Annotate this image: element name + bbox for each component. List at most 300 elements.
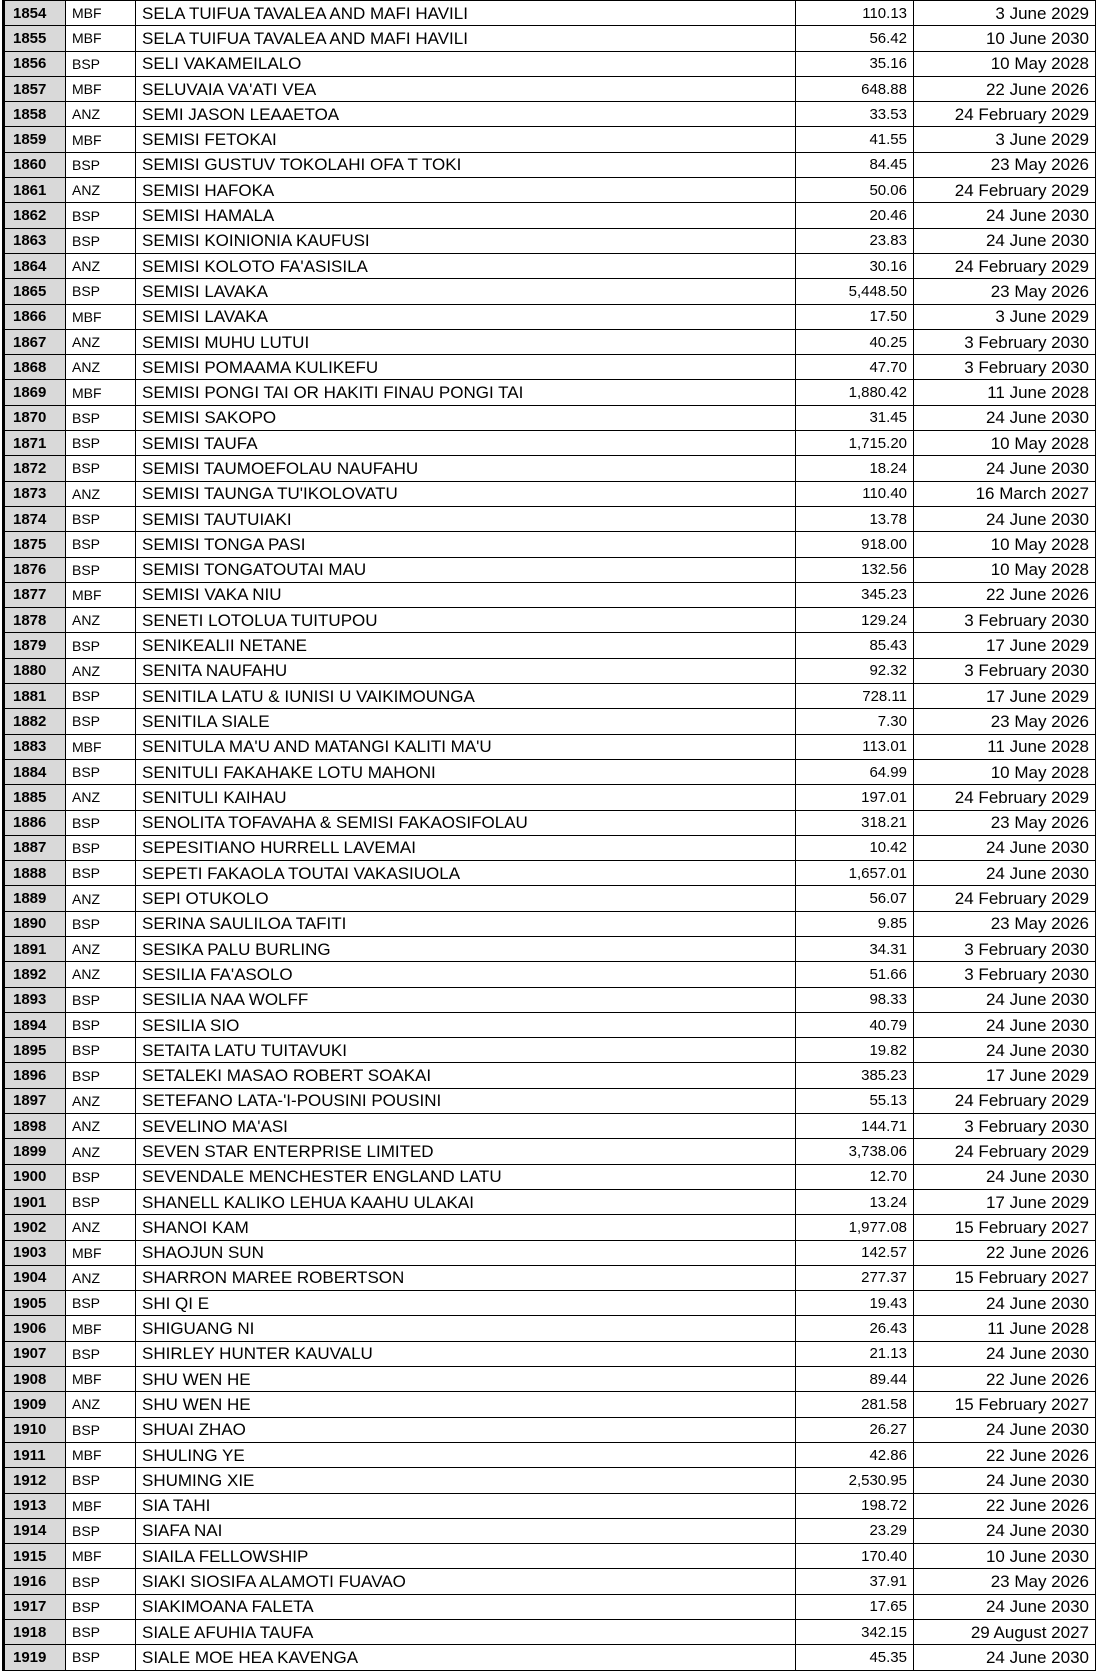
table-row: [4, 253, 1096, 278]
table-row: [4, 178, 1096, 203]
account-name-cell: SETEFANO LATA-'I-POUSINI POUSINI: [136, 1088, 796, 1113]
table-row: [4, 1468, 1096, 1493]
date-cell: 17 June 2029: [914, 1063, 1096, 1088]
amount-cell: 64.99: [796, 759, 914, 784]
bank-code-cell: MBF: [66, 304, 136, 329]
account-name-cell: SEVENDALE MENCHESTER ENGLAND LATU: [136, 1164, 796, 1189]
date-cell: 17 June 2029: [914, 1189, 1096, 1214]
bank-code-cell: MBF: [66, 1316, 136, 1341]
table-row: [4, 684, 1096, 709]
table-row: [4, 1493, 1096, 1518]
date-cell: 23 May 2026: [914, 152, 1096, 177]
row-number-cell: 1903: [4, 1240, 66, 1265]
bank-code-cell: MBF: [66, 127, 136, 152]
bank-code-cell: MBF: [66, 76, 136, 101]
row-number-cell: 1891: [4, 936, 66, 961]
date-cell: 15 February 2027: [914, 1392, 1096, 1417]
amount-cell: 132.56: [796, 557, 914, 582]
amount-cell: 42.86: [796, 1442, 914, 1467]
row-number-cell: 1873: [4, 481, 66, 506]
table-row: [4, 26, 1096, 51]
date-cell: 3 June 2029: [914, 304, 1096, 329]
table-row: [4, 1189, 1096, 1214]
date-cell: 11 June 2028: [914, 380, 1096, 405]
date-cell: 11 June 2028: [914, 734, 1096, 759]
row-number-cell: 1898: [4, 1114, 66, 1139]
account-name-cell: SEMISI HAMALA: [136, 203, 796, 228]
table-row: [4, 962, 1096, 987]
bank-code-cell: ANZ: [66, 785, 136, 810]
row-number-cell: 1867: [4, 329, 66, 354]
row-number-cell: 1911: [4, 1442, 66, 1467]
date-cell: 24 June 2030: [914, 835, 1096, 860]
account-name-cell: SENITULI KAIHAU: [136, 785, 796, 810]
account-name-cell: SEMISI GUSTUV TOKOLAHI OFA T TOKI: [136, 152, 796, 177]
account-name-cell: SIA TAHI: [136, 1493, 796, 1518]
account-name-cell: SEPESITIANO HURRELL LAVEMAI: [136, 835, 796, 860]
account-name-cell: SEMISI MUHU LUTUI: [136, 329, 796, 354]
bank-code-cell: MBF: [66, 1493, 136, 1518]
date-cell: 24 June 2030: [914, 203, 1096, 228]
account-name-cell: SEMISI LAVAKA: [136, 279, 796, 304]
row-number-cell: 1860: [4, 152, 66, 177]
date-cell: 3 February 2030: [914, 355, 1096, 380]
date-cell: 24 June 2030: [914, 1518, 1096, 1543]
row-number-cell: 1866: [4, 304, 66, 329]
bank-code-cell: ANZ: [66, 1114, 136, 1139]
bank-code-cell: BSP: [66, 1417, 136, 1442]
table-row: [4, 127, 1096, 152]
amount-cell: 34.31: [796, 936, 914, 961]
account-name-cell: SEMISI KOLOTO FA'ASISILA: [136, 253, 796, 278]
date-cell: 22 June 2026: [914, 1240, 1096, 1265]
bank-code-cell: BSP: [66, 456, 136, 481]
amount-cell: 84.45: [796, 152, 914, 177]
table-row: [4, 304, 1096, 329]
row-number-cell: 1885: [4, 785, 66, 810]
date-cell: 22 June 2026: [914, 1367, 1096, 1392]
table-row: [4, 279, 1096, 304]
row-number-cell: 1895: [4, 1038, 66, 1063]
date-cell: 24 February 2029: [914, 253, 1096, 278]
account-name-cell: SESILIA SIO: [136, 1012, 796, 1037]
amount-cell: 318.21: [796, 810, 914, 835]
account-name-cell: SERINA SAULILOA TAFITI: [136, 911, 796, 936]
row-number-cell: 1906: [4, 1316, 66, 1341]
account-name-cell: SHANOI KAM: [136, 1215, 796, 1240]
table-row: [4, 456, 1096, 481]
row-number-cell: 1909: [4, 1392, 66, 1417]
row-number-cell: 1872: [4, 456, 66, 481]
table-row: [4, 431, 1096, 456]
date-cell: 24 June 2030: [914, 1164, 1096, 1189]
amount-cell: 98.33: [796, 987, 914, 1012]
bank-code-cell: BSP: [66, 279, 136, 304]
date-cell: 3 February 2030: [914, 329, 1096, 354]
amount-cell: 31.45: [796, 405, 914, 430]
table-row: [4, 1341, 1096, 1366]
amount-cell: 26.43: [796, 1316, 914, 1341]
account-name-cell: SELA TUIFUA TAVALEA AND MAFI HAVILI: [136, 1, 796, 26]
date-cell: 24 February 2029: [914, 785, 1096, 810]
amount-cell: 110.40: [796, 481, 914, 506]
account-name-cell: SEMISI FETOKAI: [136, 127, 796, 152]
account-name-cell: SELUVAIA VA'ATI VEA: [136, 76, 796, 101]
account-name-cell: SEMISI SAKOPO: [136, 405, 796, 430]
amount-cell: 85.43: [796, 633, 914, 658]
date-cell: 3 June 2029: [914, 1, 1096, 26]
row-number-cell: 1897: [4, 1088, 66, 1113]
row-number-cell: 1876: [4, 557, 66, 582]
table-row: [4, 1518, 1096, 1543]
row-number-cell: 1856: [4, 51, 66, 76]
account-name-cell: SETALEKI MASAO ROBERT SOAKAI: [136, 1063, 796, 1088]
amount-cell: 113.01: [796, 734, 914, 759]
amount-cell: 20.46: [796, 203, 914, 228]
amount-cell: 13.24: [796, 1189, 914, 1214]
bank-code-cell: ANZ: [66, 481, 136, 506]
table-row: [4, 1544, 1096, 1569]
date-cell: 10 June 2030: [914, 26, 1096, 51]
account-name-cell: SENOLITA TOFAVAHA & SEMISI FAKAOSIFOLAU: [136, 810, 796, 835]
bank-code-cell: ANZ: [66, 102, 136, 127]
row-number-cell: 1880: [4, 658, 66, 683]
account-name-cell: SESILIA NAA WOLFF: [136, 987, 796, 1012]
bank-code-cell: BSP: [66, 1645, 136, 1670]
table-row: [4, 608, 1096, 633]
table-row: [4, 835, 1096, 860]
bank-code-cell: ANZ: [66, 1088, 136, 1113]
row-number-cell: 1887: [4, 835, 66, 860]
date-cell: 24 June 2030: [914, 1291, 1096, 1316]
bank-code-cell: BSP: [66, 1012, 136, 1037]
amount-cell: 40.79: [796, 1012, 914, 1037]
table-row: [4, 911, 1096, 936]
date-cell: 15 February 2027: [914, 1215, 1096, 1240]
account-name-cell: SHUMING XIE: [136, 1468, 796, 1493]
amount-cell: 170.40: [796, 1544, 914, 1569]
date-cell: 15 February 2027: [914, 1265, 1096, 1290]
date-cell: 24 June 2030: [914, 1012, 1096, 1037]
row-number-cell: 1879: [4, 633, 66, 658]
account-name-cell: SETAITA LATU TUITAVUKI: [136, 1038, 796, 1063]
date-cell: 11 June 2028: [914, 1316, 1096, 1341]
account-name-cell: SELI VAKAMEILALO: [136, 51, 796, 76]
table-row: [4, 1291, 1096, 1316]
amount-cell: 41.55: [796, 127, 914, 152]
bank-code-cell: BSP: [66, 228, 136, 253]
amount-cell: 23.83: [796, 228, 914, 253]
row-number-cell: 1865: [4, 279, 66, 304]
table-row: [4, 1215, 1096, 1240]
table-row: [4, 1367, 1096, 1392]
date-cell: 23 May 2026: [914, 709, 1096, 734]
table-row: [4, 380, 1096, 405]
amount-cell: 17.65: [796, 1594, 914, 1619]
account-name-cell: SEMISI PONGI TAI OR HAKITI FINAU PONGI TAI: [136, 380, 796, 405]
date-cell: 22 June 2026: [914, 76, 1096, 101]
account-name-cell: SHUAI ZHAO: [136, 1417, 796, 1442]
amount-cell: 7.30: [796, 709, 914, 734]
row-number-cell: 1888: [4, 861, 66, 886]
table-row: [4, 1240, 1096, 1265]
bank-code-cell: BSP: [66, 759, 136, 784]
amount-cell: 648.88: [796, 76, 914, 101]
account-name-cell: SIAFA NAI: [136, 1518, 796, 1543]
bank-code-cell: ANZ: [66, 886, 136, 911]
amount-cell: 1,657.01: [796, 861, 914, 886]
table-row: [4, 329, 1096, 354]
bank-code-cell: BSP: [66, 506, 136, 531]
table-row: [4, 1392, 1096, 1417]
date-cell: 22 June 2026: [914, 1493, 1096, 1518]
row-number-cell: 1904: [4, 1265, 66, 1290]
row-number-cell: 1882: [4, 709, 66, 734]
row-number-cell: 1864: [4, 253, 66, 278]
table-row: [4, 785, 1096, 810]
table-row: [4, 1569, 1096, 1594]
amount-cell: 5,448.50: [796, 279, 914, 304]
amount-cell: 345.23: [796, 582, 914, 607]
account-name-cell: SIALE AFUHIA TAUFA: [136, 1620, 796, 1645]
row-number-cell: 1878: [4, 608, 66, 633]
row-number-cell: 1917: [4, 1594, 66, 1619]
date-cell: 24 June 2030: [914, 1645, 1096, 1670]
row-number-cell: 1912: [4, 1468, 66, 1493]
amount-cell: 144.71: [796, 1114, 914, 1139]
bank-code-cell: ANZ: [66, 1265, 136, 1290]
account-name-cell: SENITILA LATU & IUNISI U VAIKIMOUNGA: [136, 684, 796, 709]
table-row: [4, 987, 1096, 1012]
row-number-cell: 1915: [4, 1544, 66, 1569]
row-number-cell: 1907: [4, 1341, 66, 1366]
row-number-cell: 1896: [4, 1063, 66, 1088]
table-row: [4, 709, 1096, 734]
row-number-cell: 1894: [4, 1012, 66, 1037]
bank-code-cell: BSP: [66, 633, 136, 658]
row-number-cell: 1889: [4, 886, 66, 911]
bank-code-cell: MBF: [66, 1240, 136, 1265]
bank-code-cell: ANZ: [66, 658, 136, 683]
table-row: [4, 228, 1096, 253]
account-name-cell: SEVELINO MA'ASI: [136, 1114, 796, 1139]
date-cell: 23 May 2026: [914, 810, 1096, 835]
date-cell: 10 May 2028: [914, 759, 1096, 784]
date-cell: 24 June 2030: [914, 861, 1096, 886]
account-name-cell: SENITILA SIALE: [136, 709, 796, 734]
table-row: [4, 1442, 1096, 1467]
table-row: [4, 1265, 1096, 1290]
row-number-cell: 1905: [4, 1291, 66, 1316]
bank-code-cell: MBF: [66, 582, 136, 607]
account-name-cell: SEMISI TAUTUIAKI: [136, 506, 796, 531]
amount-cell: 21.13: [796, 1341, 914, 1366]
amount-cell: 129.24: [796, 608, 914, 633]
bank-code-cell: BSP: [66, 405, 136, 430]
bank-code-cell: BSP: [66, 987, 136, 1012]
bank-code-cell: ANZ: [66, 1215, 136, 1240]
bank-code-cell: ANZ: [66, 1392, 136, 1417]
row-number-cell: 1854: [4, 1, 66, 26]
date-cell: 17 June 2029: [914, 684, 1096, 709]
amount-cell: 40.25: [796, 329, 914, 354]
table-row: [4, 355, 1096, 380]
bank-code-cell: BSP: [66, 1620, 136, 1645]
date-cell: 3 February 2030: [914, 608, 1096, 633]
amount-cell: 281.58: [796, 1392, 914, 1417]
table-row: [4, 1063, 1096, 1088]
row-number-cell: 1886: [4, 810, 66, 835]
date-cell: 16 March 2027: [914, 481, 1096, 506]
date-cell: 24 June 2030: [914, 1468, 1096, 1493]
date-cell: 3 February 2030: [914, 658, 1096, 683]
bank-code-cell: BSP: [66, 1518, 136, 1543]
account-name-cell: SHU WEN HE: [136, 1367, 796, 1392]
bank-code-cell: BSP: [66, 911, 136, 936]
account-name-cell: SHI QI E: [136, 1291, 796, 1316]
table-row: [4, 582, 1096, 607]
account-name-cell: SEMISI TAUNGA TU'IKOLOVATU: [136, 481, 796, 506]
account-name-cell: SHARRON MAREE ROBERTSON: [136, 1265, 796, 1290]
table-row: [4, 481, 1096, 506]
date-cell: 23 May 2026: [914, 279, 1096, 304]
table-row: [4, 1, 1096, 26]
amount-cell: 1,880.42: [796, 380, 914, 405]
bank-code-cell: BSP: [66, 1164, 136, 1189]
amount-cell: 142.57: [796, 1240, 914, 1265]
amount-cell: 1,977.08: [796, 1215, 914, 1240]
table-row: [4, 203, 1096, 228]
date-cell: 24 June 2030: [914, 405, 1096, 430]
bank-code-cell: BSP: [66, 1291, 136, 1316]
table-row: [4, 734, 1096, 759]
date-cell: 10 May 2028: [914, 51, 1096, 76]
account-name-cell: SHU WEN HE: [136, 1392, 796, 1417]
bank-code-cell: ANZ: [66, 355, 136, 380]
table-row: [4, 759, 1096, 784]
row-number-cell: 1901: [4, 1189, 66, 1214]
row-number-cell: 1910: [4, 1417, 66, 1442]
amount-cell: 17.50: [796, 304, 914, 329]
table-row: [4, 1038, 1096, 1063]
row-number-cell: 1861: [4, 178, 66, 203]
row-number-cell: 1893: [4, 987, 66, 1012]
table-row: [4, 1164, 1096, 1189]
row-number-cell: 1900: [4, 1164, 66, 1189]
row-number-cell: 1870: [4, 405, 66, 430]
row-number-cell: 1914: [4, 1518, 66, 1543]
account-name-cell: SEMISI TAUFA: [136, 431, 796, 456]
account-name-cell: SENETI LOTOLUA TUITUPOU: [136, 608, 796, 633]
account-name-cell: SEPI OTUKOLO: [136, 886, 796, 911]
date-cell: 24 June 2030: [914, 228, 1096, 253]
account-name-cell: SHIRLEY HUNTER KAUVALU: [136, 1341, 796, 1366]
date-cell: 3 February 2030: [914, 936, 1096, 961]
amount-cell: 50.06: [796, 178, 914, 203]
amount-cell: 45.35: [796, 1645, 914, 1670]
row-number-cell: 1869: [4, 380, 66, 405]
date-cell: 22 June 2026: [914, 1442, 1096, 1467]
table-row: [4, 1139, 1096, 1164]
bank-code-cell: BSP: [66, 152, 136, 177]
account-name-cell: SENITULA MA'U AND MATANGI KALITI MA'U: [136, 734, 796, 759]
account-name-cell: SIAKI SIOSIFA ALAMOTI FUAVAO: [136, 1569, 796, 1594]
row-number-cell: 1908: [4, 1367, 66, 1392]
date-cell: 3 February 2030: [914, 962, 1096, 987]
amount-cell: 10.42: [796, 835, 914, 860]
date-cell: 3 June 2029: [914, 127, 1096, 152]
amount-cell: 19.43: [796, 1291, 914, 1316]
amount-cell: 198.72: [796, 1493, 914, 1518]
account-name-cell: SHULING YE: [136, 1442, 796, 1467]
bank-code-cell: ANZ: [66, 962, 136, 987]
account-name-cell: SEMISI HAFOKA: [136, 178, 796, 203]
row-number-cell: 1862: [4, 203, 66, 228]
bank-code-cell: ANZ: [66, 1139, 136, 1164]
table-row: [4, 405, 1096, 430]
table-row: [4, 1645, 1096, 1670]
row-number-cell: 1913: [4, 1493, 66, 1518]
date-cell: 29 August 2027: [914, 1620, 1096, 1645]
amount-cell: 918.00: [796, 532, 914, 557]
amount-cell: 277.37: [796, 1265, 914, 1290]
table-row: [4, 1114, 1096, 1139]
row-number-cell: 1855: [4, 26, 66, 51]
account-name-cell: SIALE MOE HEA KAVENGA: [136, 1645, 796, 1670]
table-row: [4, 557, 1096, 582]
date-cell: 10 June 2030: [914, 1544, 1096, 1569]
row-number-cell: 1871: [4, 431, 66, 456]
table-row: [4, 102, 1096, 127]
row-number-cell: 1877: [4, 582, 66, 607]
amount-cell: 30.16: [796, 253, 914, 278]
row-number-cell: 1868: [4, 355, 66, 380]
bank-code-cell: ANZ: [66, 253, 136, 278]
date-cell: 24 June 2030: [914, 1417, 1096, 1442]
amount-cell: 342.15: [796, 1620, 914, 1645]
table-row: [4, 1316, 1096, 1341]
bank-code-cell: BSP: [66, 1189, 136, 1214]
amount-cell: 13.78: [796, 506, 914, 531]
date-cell: 10 May 2028: [914, 557, 1096, 582]
date-cell: 24 June 2030: [914, 1594, 1096, 1619]
amount-cell: 110.13: [796, 1, 914, 26]
date-cell: 24 February 2029: [914, 1088, 1096, 1113]
amount-cell: 18.24: [796, 456, 914, 481]
bank-code-cell: BSP: [66, 1594, 136, 1619]
amount-cell: 51.66: [796, 962, 914, 987]
date-cell: 10 May 2028: [914, 431, 1096, 456]
account-name-cell: SIAILA FELLOWSHIP: [136, 1544, 796, 1569]
account-name-cell: SENITULI FAKAHAKE LOTU MAHONI: [136, 759, 796, 784]
table-row: [4, 936, 1096, 961]
row-number-cell: 1919: [4, 1645, 66, 1670]
row-number-cell: 1883: [4, 734, 66, 759]
date-cell: 24 June 2030: [914, 1038, 1096, 1063]
bank-code-cell: BSP: [66, 532, 136, 557]
row-number-cell: 1918: [4, 1620, 66, 1645]
table-row: [4, 1417, 1096, 1442]
table-row: [4, 532, 1096, 557]
table-row: [4, 886, 1096, 911]
amount-cell: 728.11: [796, 684, 914, 709]
date-cell: 23 May 2026: [914, 1569, 1096, 1594]
amount-cell: 92.32: [796, 658, 914, 683]
bank-code-cell: BSP: [66, 861, 136, 886]
row-number-cell: 1858: [4, 102, 66, 127]
date-cell: 22 June 2026: [914, 582, 1096, 607]
row-number-cell: 1863: [4, 228, 66, 253]
